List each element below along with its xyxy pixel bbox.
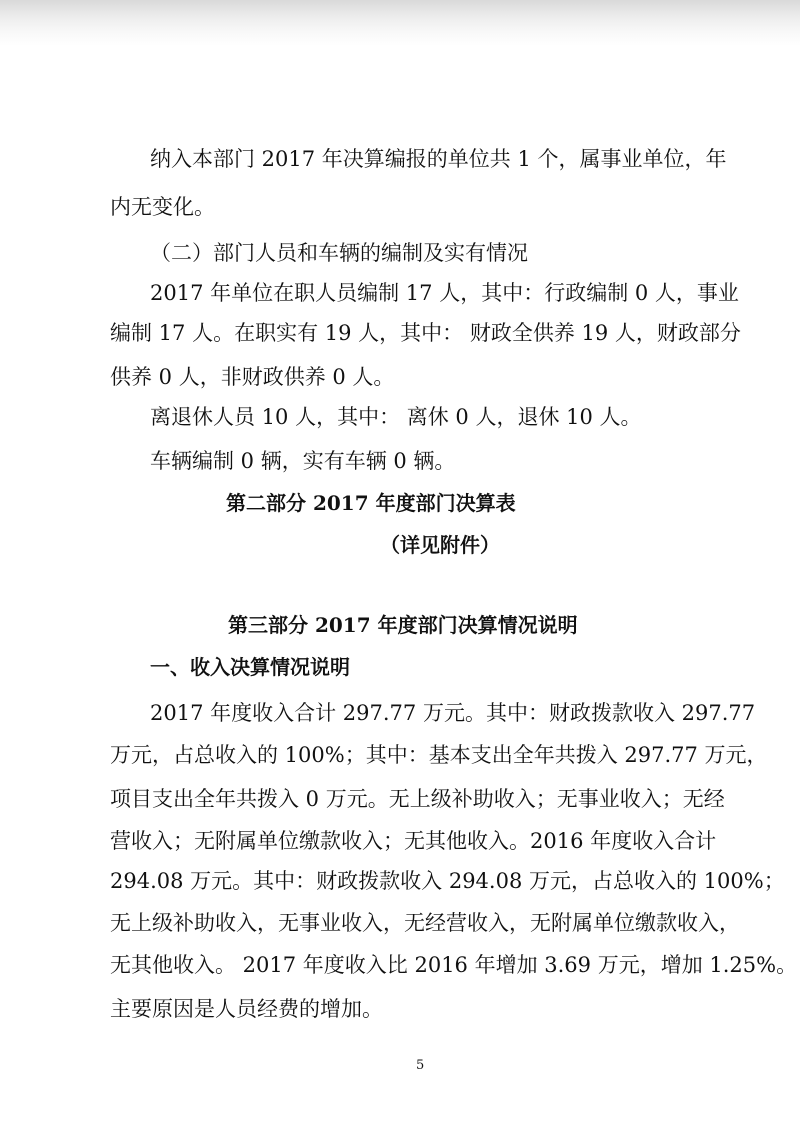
section-income-heading: 一、收入决算情况说明 [150,655,350,679]
scan-shadow [0,0,800,46]
paragraph-retired: 离退休人员 10 人，其中： 离休 0 人，退休 10 人。 [150,405,642,429]
paragraph-units-line-2: 内无变化。 [110,195,215,219]
paragraph-staff-line-1: 2017 年单位在职人员编制 17 人，其中：行政编制 0 人，事业 [150,281,739,305]
part-two-title: 第二部分 2017 年度部门决算表 [226,491,516,515]
paragraph-vehicles: 车辆编制 0 辆，实有车辆 0 辆。 [150,449,456,473]
paragraph-income-line-2: 万元，占总收入的 100%；其中：基本支出全年共拨入 297.77 万元， [110,743,768,767]
paragraph-staff-line-2: 编制 17 人。在职实有 19 人，其中： 财政全供养 19 人，财政部分 [110,321,741,345]
paragraph-income-line-3: 项目支出全年共拨入 0 万元。无上级补助收入；无事业收入；无经 [110,787,725,811]
paragraph-income-line-8: 主要原因是人员经费的增加。 [110,997,383,1021]
page-number: 5 [416,1058,425,1073]
paragraph-income-line-7: 无其他收入。 2017 年度收入比 2016 年增加 3.69 万元，增加 1.25%。 [110,953,798,977]
paragraph-income-line-6: 无上级补助收入，无事业收入，无经营收入，无附属单位缴款收入， [110,911,740,935]
paragraph-income-line-1: 2017 年度收入合计 297.77 万元。其中：财政拨款收入 297.77 [150,701,756,725]
paragraph-income-line-5: 294.08 万元。其中：财政拨款收入 294.08 万元，占总收入的 100%； [110,869,785,893]
section-staffing-heading: （二）部门人员和车辆的编制及实有情况 [150,241,528,265]
paragraph-staff-line-3: 供养 0 人，非财政供养 0 人。 [110,365,395,389]
paragraph-units-line-1: 纳入本部门 2017 年决算编报的单位共 1 个，属事业单位，年 [150,147,727,171]
part-three-title: 第三部分 2017 年度部门决算情况说明 [228,613,578,637]
part-two-note: （详见附件） [380,533,500,557]
paragraph-income-line-4: 营收入；无附属单位缴款收入；无其他收入。2016 年度收入合计 [110,829,717,853]
